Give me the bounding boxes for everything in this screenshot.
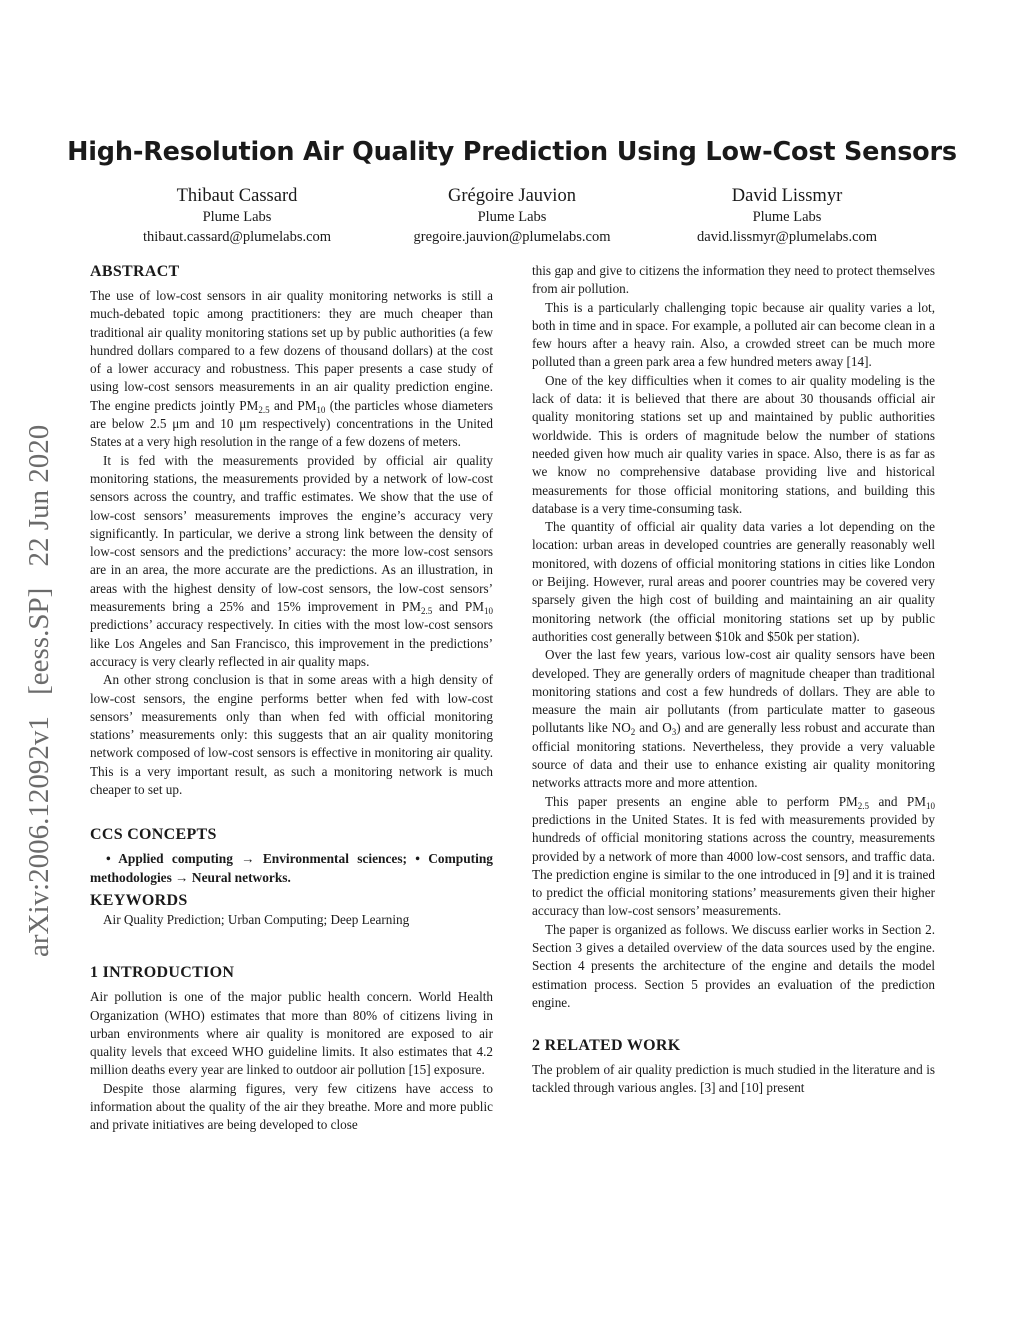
author-email: david.lissmyr@plumelabs.com <box>696 229 878 245</box>
abstract-paragraph-2: It is fed with the measurements provided by official air quality monitoring stations, the measurements provided by a network of low-cost sensors across the country, and traffic estimates. We show that the use of low-cost sensors’ measurements improves the engine’s accuracy very significantly. In particular, we derive a strong link between the density of low-cost sensors and the predictions’ accuracy: the more low-cost sensors are in an area, the more accurate are the predictions. As an illustration, in areas with the highest density of low-cost sensors, the low-cost sensors’ measurements bring a 25% and 15% improvement in $PM_{2.5}$ and $PM_{10}$ predictions’ accuracy respectively. In cities with the most low-cost sensors like Los Angeles and San Francisco, this improvement in the predictions’ accuracy is very clearly reflected in air quality maps. <box>90 452 493 669</box>
arxiv-date: 22 Jun 2020 <box>23 424 55 567</box>
ccs-concepts-text: • Applied computing → Environmental sciences; • Computing methodologies → Neural networks. <box>90 851 493 885</box>
related-work-paragraph-1: The problem of air quality prediction is much studied in the literature and is tackled through various angles. [3] and [10] present <box>532 1062 935 1096</box>
intro-paragraph-2-continued: this gap and give to citizens the information they need to protect themselves from air pollution. <box>532 263 935 297</box>
author-affiliation: Plume Labs <box>202 208 272 225</box>
intro-paragraph-8: The paper is organized as follows. We discuss earlier works in Section 2. Section 3 gives a detailed overview of the data sources used by the engine. Section 4 presents the architecture of the engine and details the model estimation process. Section 5 provides an evaluation of the prediction engine. <box>532 921 935 1010</box>
intro-paragraph-3: This is a particularly challenging topic because air quality varies a lot, both in time and in space. For example, a polluted air can become clean in a few hours after a heavy rain. Also, a crowded street can be much more polluted than a green park area a few hundred meters away [14]. <box>532 299 935 370</box>
author-name: David Lissmyr <box>731 186 843 206</box>
introduction-heading: 1 INTRODUCTION <box>90 964 235 982</box>
author-name: Thibaut Cassard <box>176 186 298 206</box>
ccs-heading: CCS CONCEPTS <box>90 826 217 844</box>
related-work-heading: 2 RELATED WORK <box>532 1037 681 1055</box>
intro-paragraph-5: The quantity of official air quality data varies a lot depending on the location: urban areas in developed countries are generally reasonably well monitored, with dozens of official monitoring stations in cities like London or Beijing. However, rural areas and poorer countries may be covered very sparsely given the high cost of building and maintaining an air quality monitoring network (the official monitoring stations set up by public authorities cost generally between $10k and $50k per station). <box>532 519 935 644</box>
intro-paragraph-6: Over the last few years, various low-cost air quality sensors have been developed. They are generally orders of magnitude cheaper than traditional monitoring stations and cost a few hundreds of dollars. They are able to measure the main air pollutants (from particulate matter to gaseous pollutants like $NO_2$ and $O_3$) and are generally less robust and accurate than official monitoring stations. Nevertheless, they provide a very valuable source of data and their use to enhance existing air quality monitoring networks attracts more and more attention. <box>532 647 935 791</box>
author-block-3 <box>622 186 952 248</box>
intro-paragraph-4: One of the key difficulties when it comes to air quality modeling is the lack of data: it is believed that there are about 30 thousands official air quality monitoring stations set up and maintained by public authorities worldwide. This is orders of magnitude below the number of stations needed given how much air quality varies in space. Also, there is as far as we know no comprehensive database providing live and historical measurements for those official monitoring stations, and building this database is a very time-consuming task. <box>532 372 935 516</box>
abstract-heading: ABSTRACT <box>90 263 180 280</box>
author-affiliation: Plume Labs <box>752 208 822 225</box>
paper-title: High-Resolution Air Quality Prediction Using Low-Cost Sensors <box>67 137 957 167</box>
keywords-heading: KEYWORDS <box>90 891 188 909</box>
keywords-text: Air Quality Prediction; Urban Computing; Deep Learning <box>103 911 410 927</box>
right-column <box>532 262 935 1098</box>
abstract-paragraph-3: An other strong conclusion is that in some areas with a high density of low-cost sensors, the engine performs better when fed with low-cost sensors’ measurements only than when fed with official monitoring stations’ measurements only: this suggests that an air quality monitoring network composed of low-cost sensors is effective in monitoring air quality. This is a very important result, as such a monitoring network is much cheaper to set up. <box>90 672 493 798</box>
intro-paragraph-7: This paper presents an engine able to perform $PM_{2.5}$ and $PM_{10}$ predictions in the United States. It is fed with measurements provided by hundreds of official monitoring stations across the country, measurements provided by a network of more than 4000 low-cost sensors, and traffic data. The prediction engine is similar to the one introduced in [9] and it is trained to predict the official monitoring stations’ measurements given their higher accuracy than low-cost sensors’ measurements. <box>532 793 935 919</box>
left-column <box>90 262 493 1135</box>
author-email: thibaut.cassard@plumelabs.com <box>142 229 332 245</box>
arxiv-category: [eess.SP] <box>23 587 55 695</box>
author-email: gregoire.jauvion@plumelabs.com <box>413 229 611 245</box>
arxiv-id: arXiv:2006.12092v1 <box>23 716 55 957</box>
author-affiliation: Plume Labs <box>477 208 547 225</box>
intro-paragraph-1: Air pollution is one of the major public health concern. World Health Organization (WHO) estimates that more than 80% of citizens living in urban environments where air quality is monitored are exposed to air quality levels that exceed WHO guideline limits. It also estimates that 4.2 million deaths every year are linked to outdoor air pollution [15] exposure. <box>90 989 493 1078</box>
author-name: Grégoire Jauvion <box>448 186 576 206</box>
intro-paragraph-2: Despite those alarming figures, very few citizens have access to information about the quality of the air they breathe. More and more public and private initiatives are being developed to close <box>90 1080 493 1133</box>
arxiv-stamp <box>22 411 56 957</box>
abstract-paragraph-1: The use of low-cost sensors in air quality monitoring networks is still a much-debated topic among practitioners: they are much cheaper than traditional air quality monitoring stations set up by public authorities (a few hundred dollars compared to a few dozens of thousand dollars) at the cost of a lower accuracy and robustness. This paper presents a case study of using low-cost sensors measurements in an air quality prediction engine. The engine predicts jointly $PM_{2.5}$ and $PM_{10}$ (the particles whose diameters are below 2.5 μm and 10 μm respectively) concentrations in the United States at a very high resolution in the range of a few dozens of meters. <box>90 288 493 450</box>
